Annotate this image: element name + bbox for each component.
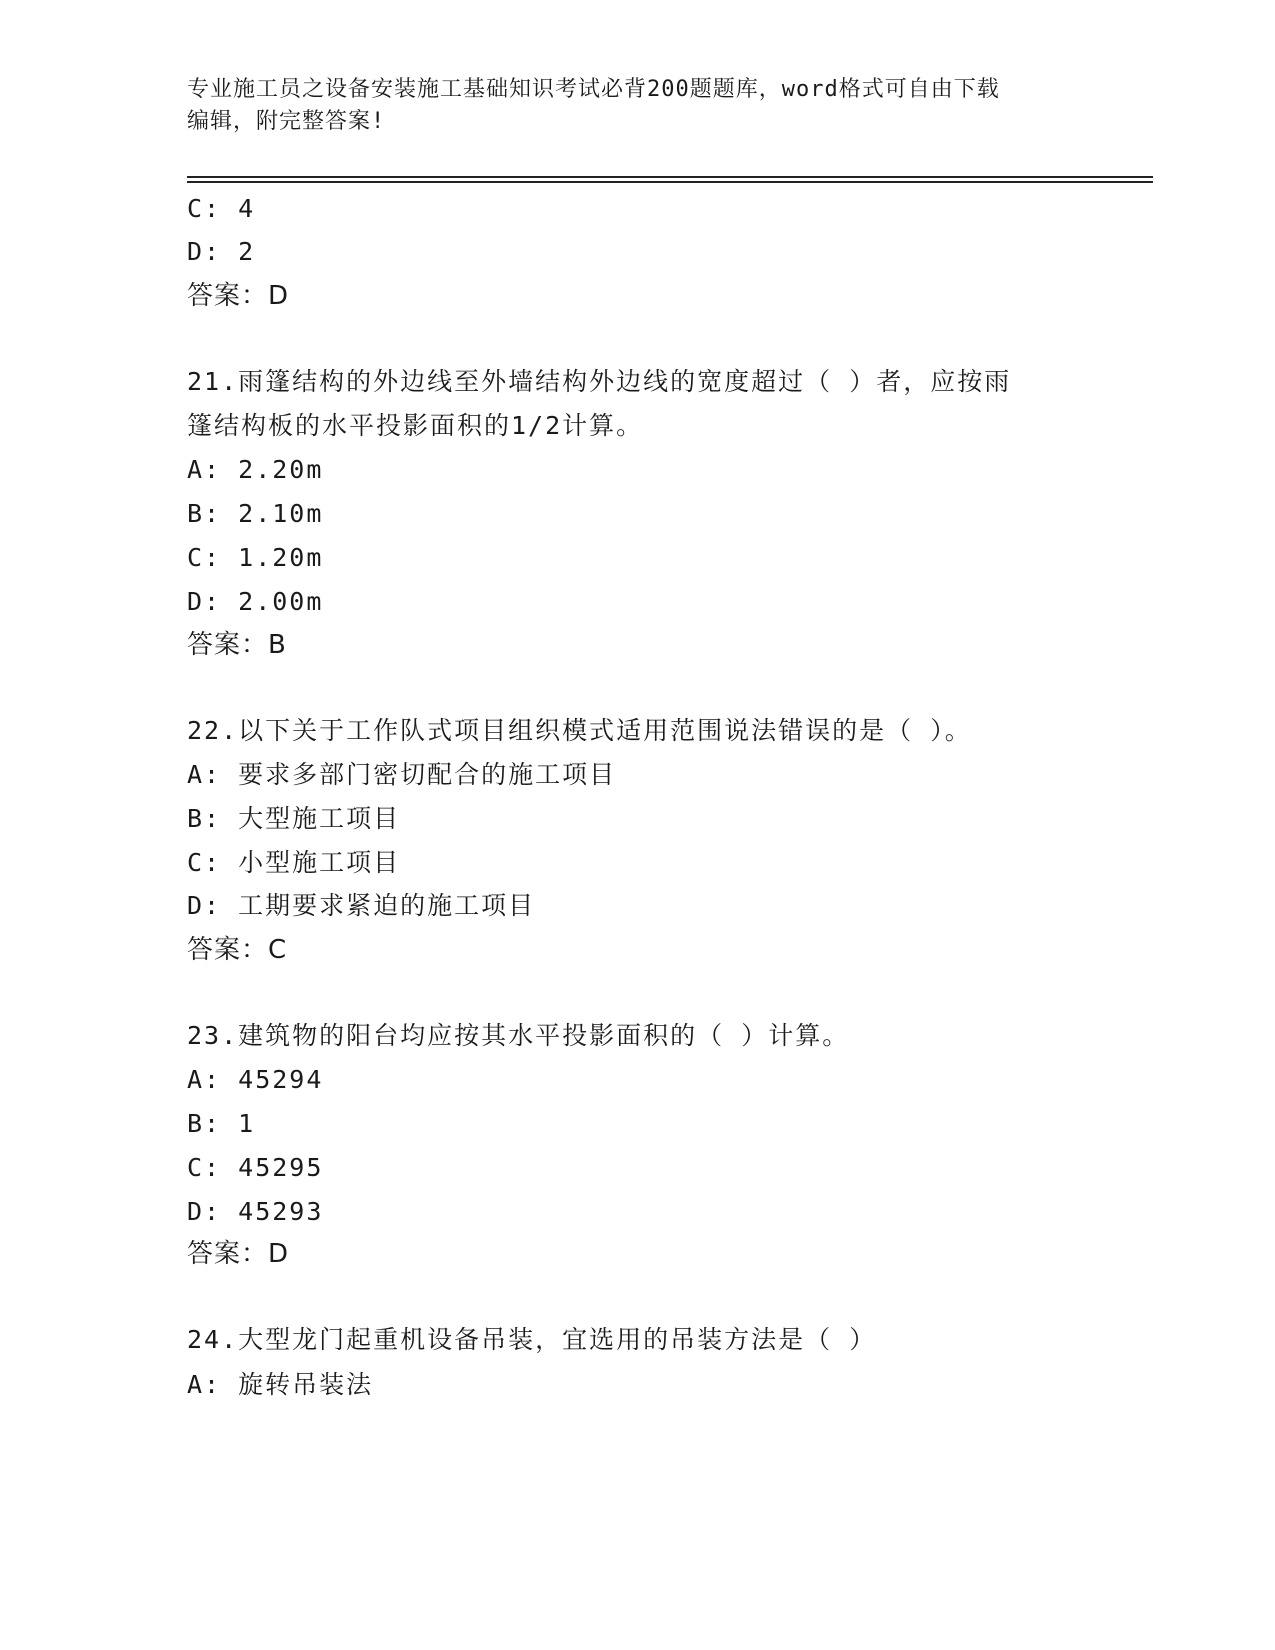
header-divider-top: [187, 176, 1153, 178]
q20-option-d: D: 2: [187, 237, 256, 266]
q22-stem: 22.以下关于工作队式项目组织模式适用范围说法错误的是（ ）。: [187, 716, 972, 745]
q22-option-a: A: 要求多部门密切配合的施工项目: [187, 760, 617, 789]
q20-answer: 答案：D: [187, 281, 290, 311]
q23-stem: 23.建筑物的阳台均应按其水平投影面积的（ ）计算。: [187, 1021, 850, 1050]
header-divider-bottom: [187, 181, 1153, 183]
q22-option-d: D: 工期要求紧迫的施工项目: [187, 891, 536, 920]
q23-option-c: C: 45295: [187, 1153, 324, 1182]
header-title-line2: 编辑，附完整答案!: [187, 109, 386, 134]
q22-option-c: C: 小型施工项目: [187, 848, 401, 877]
q24-option-a: A: 旋转吊装法: [187, 1370, 374, 1399]
q21-option-a: A: 2.20m: [187, 455, 324, 484]
q23-option-b: B: 1: [187, 1109, 256, 1138]
q21-option-b: B: 2.10m: [187, 499, 324, 528]
q23-option-d: D: 45293: [187, 1197, 324, 1226]
q21-stem-line1: 21.雨篷结构的外边线至外墙结构外边线的宽度超过（ ）者，应按雨: [187, 367, 1012, 396]
q23-answer: 答案：D: [187, 1239, 290, 1269]
q21-option-d: D: 2.00m: [187, 587, 324, 616]
header-title-line1: 专业施工员之设备安装施工基础知识考试必背200题题库，word格式可自由下载: [187, 77, 1000, 102]
q22-option-b: B: 大型施工项目: [187, 804, 401, 833]
q21-answer: 答案：B: [187, 630, 287, 660]
q21-stem-line2: 篷结构板的水平投影面积的1/2计算。: [187, 411, 644, 440]
q23-option-a: A: 45294: [187, 1065, 324, 1094]
q20-option-c: C: 4: [187, 194, 256, 223]
q24-stem: 24.大型龙门起重机设备吊装，宜选用的吊装方法是（ ）: [187, 1325, 877, 1354]
q21-option-c: C: 1.20m: [187, 543, 324, 572]
q22-answer: 答案：C: [187, 935, 288, 965]
document-header: [187, 74, 1087, 138]
